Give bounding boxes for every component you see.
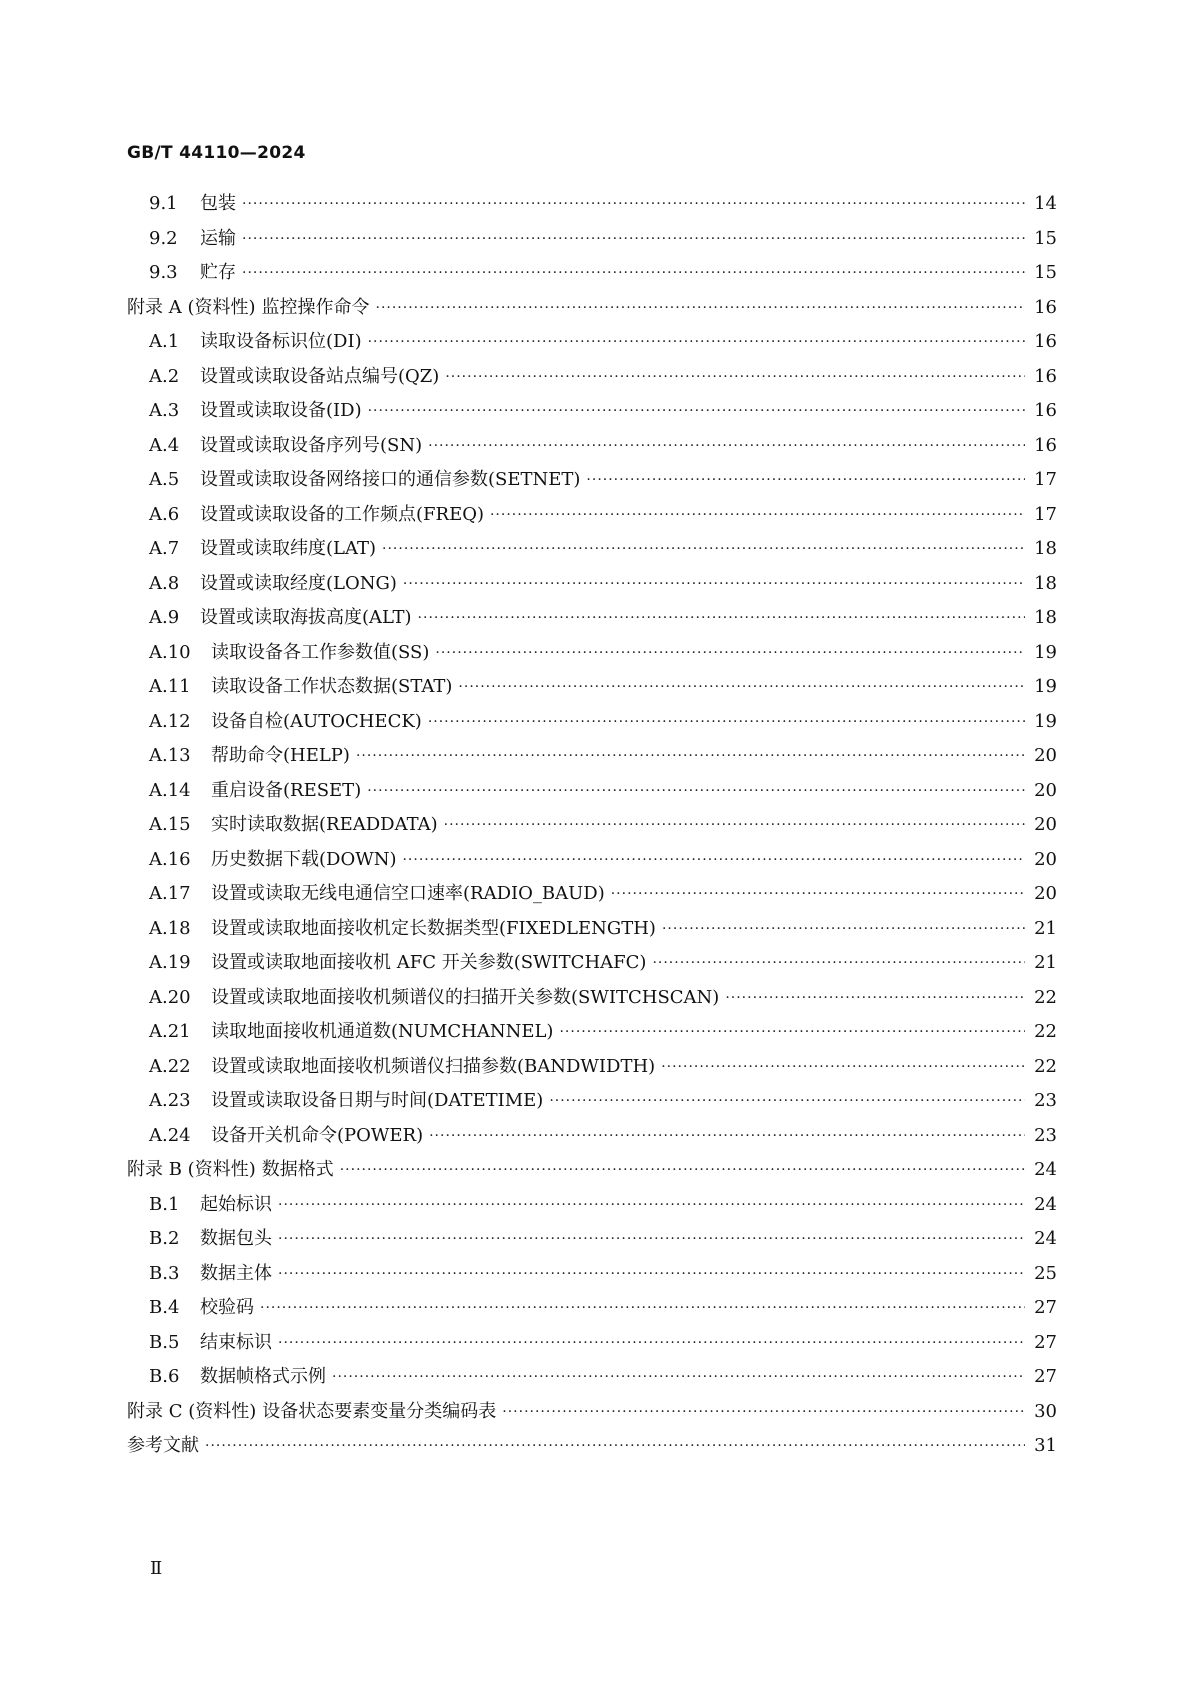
- dot-leader: [278, 1262, 1025, 1286]
- toc-entry-title: 读取设备标识位(DI): [200, 331, 362, 352]
- toc-entry-number: A.10: [149, 641, 191, 663]
- toc-entry-title: 读取设备各工作参数值(SS): [211, 641, 430, 663]
- dot-leader: [490, 503, 1025, 527]
- toc-entry-title: 设备开关机命令(POWER): [211, 1124, 424, 1146]
- toc-entry[interactable]: [127, 1290, 1057, 1326]
- toc-entry[interactable]: [127, 255, 1057, 291]
- dot-leader: [278, 1227, 1025, 1251]
- toc-entry-number: A.2: [149, 365, 180, 387]
- toc-entry-number: A.17: [149, 883, 191, 904]
- dot-leader: [368, 330, 1025, 354]
- toc-entry-title: 设置或读取设备网络接口的通信参数(SETNET): [200, 469, 581, 490]
- toc-entry-title: 结束标识: [200, 1331, 272, 1353]
- toc-entry-page: 20: [1034, 848, 1057, 870]
- toc-entry-number: A.3: [149, 400, 180, 421]
- toc-entry[interactable]: [127, 807, 1057, 843]
- toc-entry-title: 实时读取数据(READDATA): [211, 814, 438, 835]
- toc-entry-page: 14: [1034, 193, 1057, 214]
- toc-entry-title: 设置或读取海拔高度(ALT): [200, 607, 412, 628]
- toc-entry[interactable]: [127, 1325, 1057, 1361]
- toc-entry-title: 参考文献: [127, 1435, 199, 1456]
- toc-entry-page: 16: [1034, 331, 1057, 352]
- toc-entry-number: A.22: [149, 1055, 191, 1077]
- toc-entry-number: 附录 A (资料性): [127, 296, 256, 318]
- toc-entry-page: 20: [1034, 779, 1057, 801]
- toc-entry-page: 27: [1034, 1366, 1057, 1387]
- toc-entry-number: A.20: [149, 986, 191, 1008]
- toc-entry-number: 附录 C (资料性): [127, 1400, 257, 1422]
- toc-entry-number: A.19: [149, 952, 191, 973]
- dot-leader: [444, 813, 1025, 837]
- toc-entry-title: 监控操作命令: [261, 296, 370, 318]
- toc-entry-title: 设置或读取经度(LONG): [200, 572, 397, 594]
- toc-entry[interactable]: [127, 359, 1057, 395]
- toc-entry-page: 22: [1034, 1055, 1057, 1077]
- toc-entry[interactable]: [127, 842, 1057, 878]
- toc-entry-page: 21: [1034, 952, 1057, 973]
- toc-entry-number: 附录 B (资料性): [127, 1159, 256, 1180]
- dot-leader: [418, 606, 1025, 630]
- toc-entry-page: 18: [1034, 607, 1057, 628]
- toc-entry[interactable]: [127, 1221, 1057, 1257]
- toc-entry-title: 帮助命令(HELP): [211, 745, 350, 766]
- dot-leader: [559, 1020, 1025, 1044]
- toc-entry-title: 设置或读取设备站点编号(QZ): [200, 365, 440, 387]
- dot-leader: [278, 1331, 1025, 1355]
- toc-entry-page: 21: [1034, 917, 1057, 939]
- dot-leader: [402, 848, 1025, 872]
- toc-entry[interactable]: [127, 497, 1057, 533]
- toc-entry-title: 历史数据下载(DOWN): [211, 848, 397, 870]
- toc-entry-page: 23: [1034, 1124, 1057, 1146]
- toc-entry-number: 9.1: [149, 193, 178, 214]
- toc-entry-page: 24: [1034, 1159, 1057, 1180]
- toc-entry[interactable]: [127, 704, 1057, 740]
- toc-entry-number: A.21: [149, 1021, 191, 1042]
- toc-entry[interactable]: [127, 566, 1057, 602]
- toc-entry[interactable]: [127, 738, 1057, 774]
- dot-leader: [242, 261, 1025, 285]
- toc-entry-page: 19: [1034, 641, 1057, 663]
- toc-entry[interactable]: [127, 393, 1057, 429]
- toc-entry-number: A.7: [149, 538, 180, 559]
- toc-entry[interactable]: [127, 221, 1057, 257]
- toc-entry[interactable]: [127, 945, 1057, 981]
- toc-entry-title: 设置或读取无线电通信空口速率(RADIO_BAUD): [211, 883, 605, 904]
- dot-leader: [356, 744, 1025, 768]
- toc-entry[interactable]: [127, 1083, 1057, 1119]
- toc-entry-title: 数据格式: [261, 1159, 334, 1180]
- dot-leader: [549, 1089, 1025, 1113]
- toc-entry-title: 设置或读取纬度(LAT): [200, 538, 377, 559]
- dot-leader: [435, 641, 1025, 665]
- toc-entry-title: 读取地面接收机通道数(NUMCHANNEL): [211, 1021, 554, 1042]
- toc-entry-page: 17: [1034, 503, 1057, 525]
- toc-appendix-entry[interactable]: [127, 1394, 1057, 1430]
- dot-leader: [652, 951, 1025, 975]
- dot-leader: [428, 434, 1025, 458]
- toc-entry-title: 包装: [200, 193, 236, 214]
- toc-entry-number: A.18: [149, 917, 191, 939]
- toc-entry-page: 22: [1034, 1021, 1057, 1042]
- toc-entry-number: A.6: [149, 503, 180, 525]
- toc-entry-page: 15: [1034, 262, 1057, 283]
- dot-leader: [662, 917, 1025, 941]
- toc-entry[interactable]: [127, 1187, 1057, 1223]
- toc-entry[interactable]: [127, 1118, 1057, 1154]
- toc-appendix-entry[interactable]: [127, 1152, 1057, 1188]
- toc-entry-page: 17: [1034, 469, 1057, 490]
- toc-entry-number: A.14: [149, 779, 191, 801]
- toc-entry-number: A.15: [149, 814, 191, 835]
- dot-leader: [340, 1158, 1025, 1182]
- toc-entry-number: A.1: [149, 331, 180, 352]
- toc-entry[interactable]: [127, 669, 1057, 705]
- dot-leader: [661, 1055, 1025, 1079]
- dot-leader: [242, 227, 1025, 251]
- toc-entry-page: 16: [1034, 296, 1057, 318]
- dot-leader: [725, 986, 1025, 1010]
- toc-entry-title: 运输: [200, 227, 236, 249]
- toc-entry-page: 20: [1034, 883, 1057, 904]
- toc-appendix-entry[interactable]: [127, 1428, 1057, 1464]
- toc-entry-page: 23: [1034, 1090, 1057, 1111]
- toc-entry-page: 27: [1034, 1331, 1057, 1353]
- toc-entry-title: 数据帧格式示例: [200, 1366, 326, 1387]
- toc-entry[interactable]: [127, 1256, 1057, 1292]
- toc-entry-number: A.11: [149, 676, 191, 697]
- toc-entry-page: 19: [1034, 676, 1057, 697]
- toc-entry-number: 9.2: [149, 227, 178, 249]
- toc-entry-title: 设备状态要素变量分类编码表: [262, 1400, 497, 1422]
- toc-entry-title: 设置或读取地面接收机 AFC 开关参数(SWITCHAFC): [211, 952, 647, 973]
- dot-leader: [403, 572, 1025, 596]
- dot-leader: [332, 1365, 1025, 1389]
- toc-entry-number: B.6: [149, 1366, 180, 1387]
- dot-leader: [205, 1434, 1025, 1458]
- toc-entry-title: 重启设备(RESET): [211, 779, 362, 801]
- standard-code: GB/T 44110—2024: [127, 143, 306, 163]
- toc-entry-page: 16: [1034, 434, 1057, 456]
- dot-leader: [368, 399, 1025, 423]
- toc-entry-number: A.24: [149, 1124, 191, 1146]
- toc-entry-page: 20: [1034, 745, 1057, 766]
- toc-entry[interactable]: [127, 635, 1057, 671]
- toc-entry-page: 16: [1034, 365, 1057, 387]
- toc-entry-title: 设置或读取设备序列号(SN): [200, 434, 423, 456]
- toc-entry-number: B.2: [149, 1228, 180, 1249]
- dot-leader: [382, 537, 1025, 561]
- toc-entry-page: 31: [1034, 1435, 1057, 1456]
- toc-entry-number: B.1: [149, 1193, 180, 1215]
- toc-entry[interactable]: [127, 876, 1057, 912]
- dot-leader: [445, 365, 1025, 389]
- dot-leader: [376, 296, 1026, 320]
- toc-entry-title: 读取设备工作状态数据(STAT): [211, 676, 453, 697]
- toc-entry-number: A.4: [149, 434, 180, 456]
- toc-entry[interactable]: [127, 600, 1057, 636]
- toc-entry-number: A.13: [149, 745, 191, 766]
- toc-entry-page: 22: [1034, 986, 1057, 1008]
- toc-entry-title: 设置或读取地面接收机频谱仪的扫描开关参数(SWITCHSCAN): [211, 986, 720, 1008]
- dot-leader: [502, 1400, 1025, 1424]
- toc-entry-number: B.3: [149, 1262, 180, 1284]
- toc-entry-title: 设置或读取地面接收机频谱仪扫描参数(BANDWIDTH): [211, 1055, 656, 1077]
- dot-leader: [586, 468, 1025, 492]
- toc-entry[interactable]: [127, 531, 1057, 567]
- toc-entry-title: 贮存: [200, 262, 236, 283]
- toc-entry-page: 25: [1034, 1262, 1057, 1284]
- toc-entry-page: 30: [1034, 1400, 1057, 1422]
- toc-entry-page: 18: [1034, 572, 1057, 594]
- toc-entry[interactable]: [127, 462, 1057, 498]
- toc-entry-number: 9.3: [149, 262, 178, 283]
- toc-entry-page: 24: [1034, 1193, 1057, 1215]
- toc-appendix-entry[interactable]: [127, 290, 1057, 326]
- dot-leader: [611, 882, 1025, 906]
- dot-leader: [458, 675, 1025, 699]
- toc-entry-number: A.12: [149, 710, 191, 732]
- toc-entry-page: 16: [1034, 400, 1057, 421]
- toc-entry-number: B.5: [149, 1331, 180, 1353]
- dot-leader: [260, 1296, 1025, 1320]
- toc-entry-title: 设置或读取设备(ID): [200, 400, 362, 421]
- page-folio: Ⅱ: [150, 1558, 163, 1579]
- toc-entry[interactable]: [127, 186, 1057, 222]
- dot-leader: [428, 710, 1025, 734]
- toc-entry[interactable]: [127, 324, 1057, 360]
- toc-entry-title: 数据主体: [200, 1262, 272, 1284]
- toc-entry[interactable]: [127, 1359, 1057, 1395]
- toc-entry-page: 19: [1034, 710, 1057, 732]
- dot-leader: [278, 1193, 1025, 1217]
- toc-entry-number: A.16: [149, 848, 191, 870]
- toc-entry[interactable]: [127, 1014, 1057, 1050]
- toc-entry-page: 18: [1034, 538, 1057, 559]
- toc-entry[interactable]: [127, 428, 1057, 464]
- toc-entry-page: 24: [1034, 1228, 1057, 1249]
- toc-entry-title: 校验码: [200, 1297, 254, 1318]
- dot-leader: [242, 192, 1025, 216]
- toc-entry-number: B.4: [149, 1297, 180, 1318]
- toc-entry-title: 起始标识: [200, 1193, 272, 1215]
- toc-entry-page: 27: [1034, 1297, 1057, 1318]
- toc-entry-title: 设置或读取地面接收机定长数据类型(FIXEDLENGTH): [211, 917, 656, 939]
- toc-entry-title: 设置或读取设备的工作频点(FREQ): [200, 503, 484, 525]
- toc-entry-title: 设备自检(AUTOCHECK): [211, 710, 422, 732]
- toc-entry[interactable]: [127, 1049, 1057, 1085]
- toc-entry-title: 数据包头: [200, 1228, 272, 1249]
- dot-leader: [367, 779, 1025, 803]
- toc-entry-number: A.9: [149, 607, 180, 628]
- toc-entry-page: 15: [1034, 227, 1057, 249]
- toc-entry-title: 设置或读取设备日期与时间(DATETIME): [211, 1090, 544, 1111]
- toc-entry-number: A.5: [149, 469, 180, 490]
- toc-entry-number: A.8: [149, 572, 180, 594]
- toc-entry[interactable]: [127, 911, 1057, 947]
- toc-entry-page: 20: [1034, 814, 1057, 835]
- toc-entry[interactable]: [127, 980, 1057, 1016]
- toc-entry[interactable]: [127, 773, 1057, 809]
- toc-entry-number: A.23: [149, 1090, 191, 1111]
- dot-leader: [429, 1124, 1025, 1148]
